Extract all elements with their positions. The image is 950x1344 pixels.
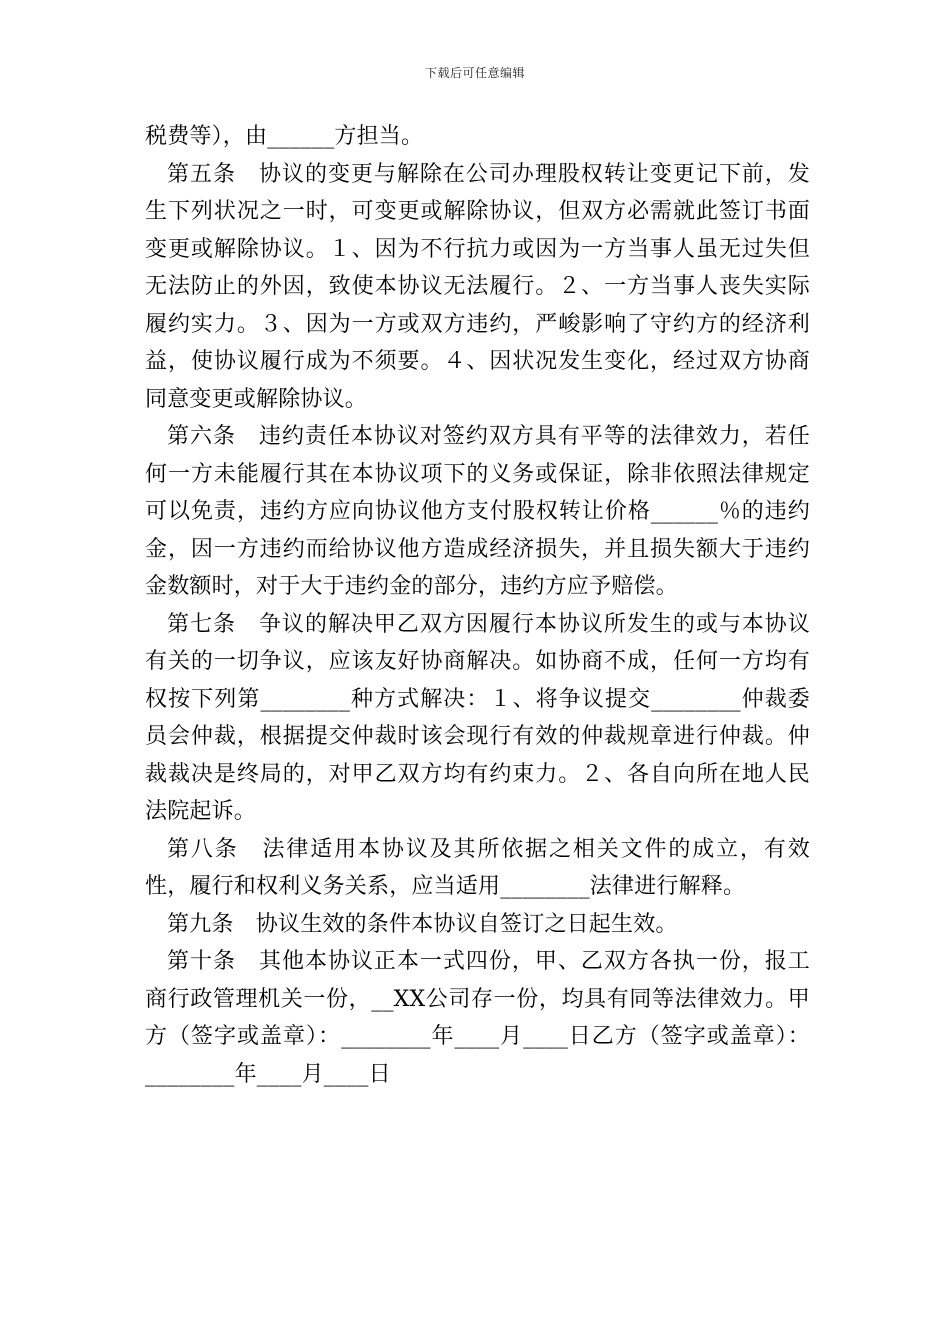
document-body xyxy=(145,118,810,1093)
page-header: 下载后可任意编辑 xyxy=(424,66,525,80)
paragraph-article-9: 第九条 协议生效的条件本协议自签订之日起生效。 xyxy=(167,911,678,937)
paragraph-article-8: 第八条 法律适用本协议及其所依据之相关文件的成立，有效性，履行和权利义务关系，应当适用________法律进行解释。 xyxy=(145,836,810,899)
paragraph-article-10: 第十条 其他本协议正本一式四份，甲、乙双方各执一份，报工商行政管理机关一份，__XX公司存一份，均具有同等法律效力。甲方（签字或盖章）：________年____月____日乙方（签字或盖章）：________年____月____日 xyxy=(145,949,810,1087)
paragraph-article-6: 第六条 违约责任本协议对签约双方具有平等的法律效力，若任何一方未能履行其在本协议项下的义务或保证，除非依照法律规定可以免责，违约方应向协议他方支付股权转让价格______％的违约金，因一方违约而给协议他方造成经济损失，并且损失额大于违约金数额时，对于大于违约金的部分，违约方应予赔偿。 xyxy=(145,424,810,599)
paragraph-article-5: 第五条 协议的变更与解除在公司办理股权转让变更记下前，发生下列状况之一时，可变更或解除协议，但双方必需就此签订书面变更或解除协议。１、因为不行抗力或因为一方当事人虽无过失但无法防止的外因，致使本协议无法履行。２、一方当事人丧失实际履约实力。３、因为一方或双方违约，严峻影响了守约方的经济利益，使协议履行成为不须要。４、因状况发生变化，经过双方协商同意变更或解除协议。 xyxy=(145,161,810,412)
paragraph-article-7: 第七条 争议的解决甲乙双方因履行本协议所发生的或与本协议有关的一切争议，应该友好协商解决。如协商不成，任何一方均有权按下列第________种方式解决：１、将争议提交________仲裁委员会仲裁，根据提交仲裁时该会现行有效的仲裁规章进行仲裁。仲裁裁决是终局的，对甲乙双方均有约束力。２、各自向所在地人民法院起诉。 xyxy=(145,611,810,824)
paragraph-tax-fees: 税费等），由______方担当。 xyxy=(145,124,424,149)
